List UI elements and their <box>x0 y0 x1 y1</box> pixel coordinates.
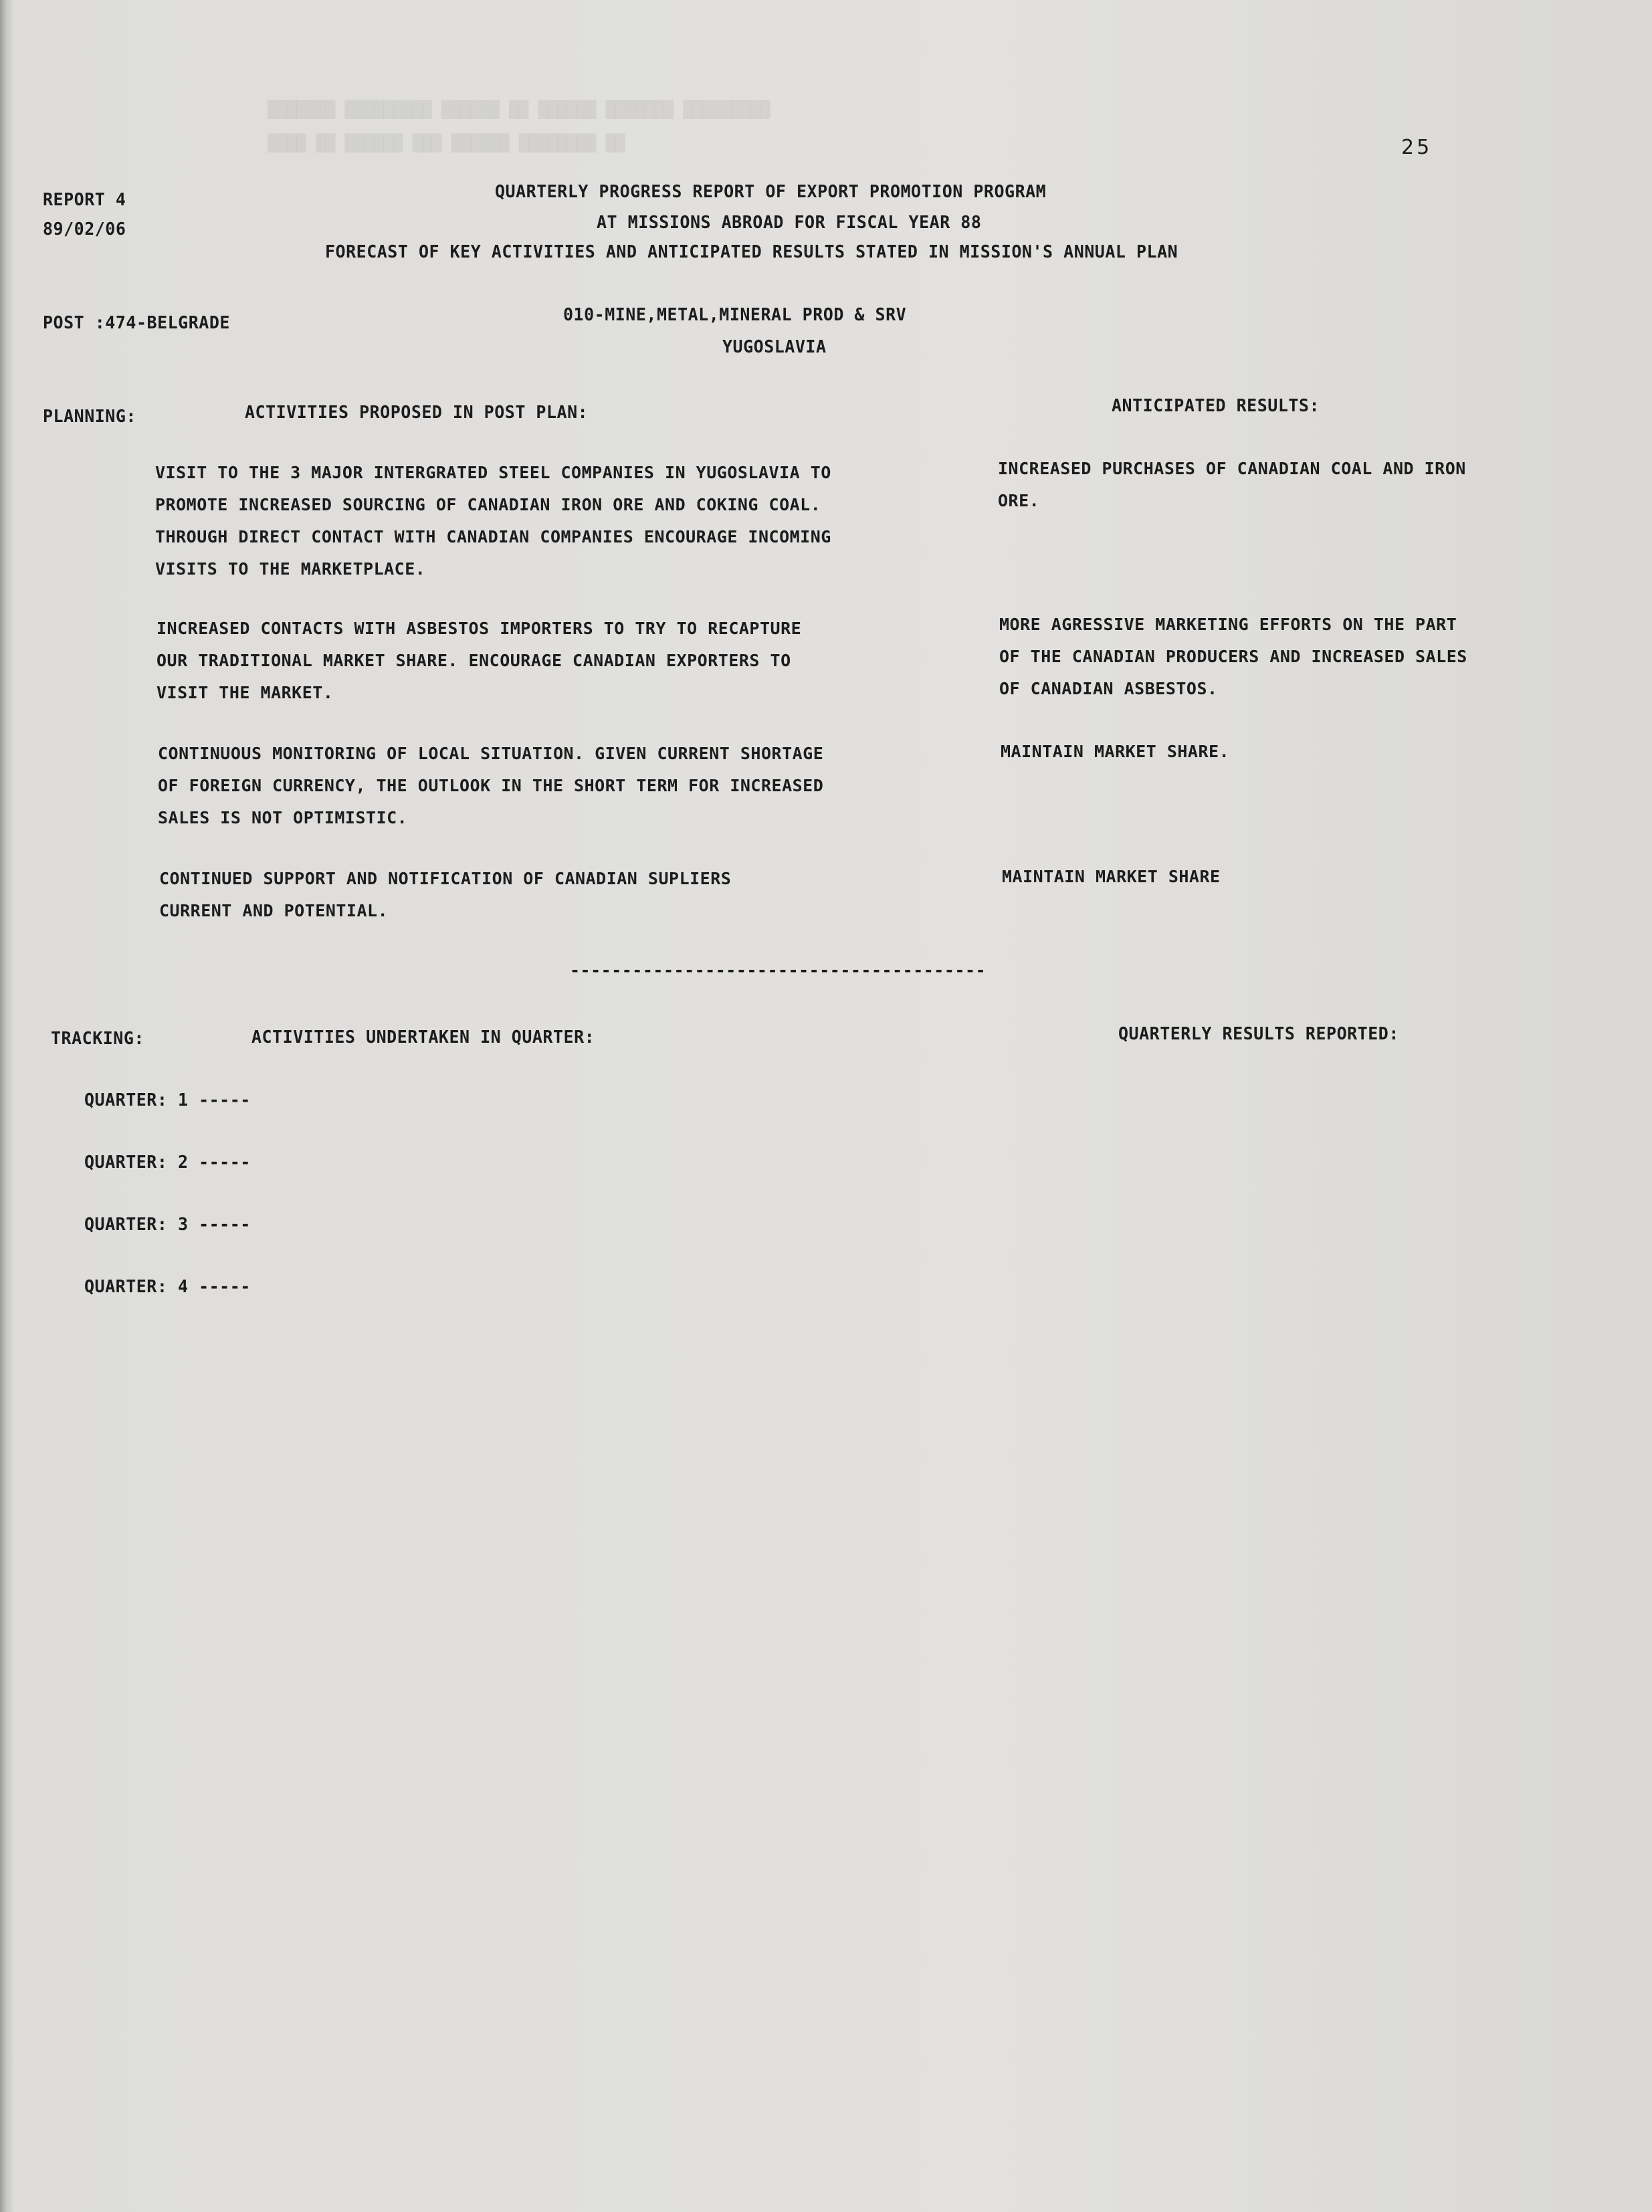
sector-code: 010-MINE,METAL,MINERAL PROD & SRV <box>563 304 907 325</box>
report-label: REPORT 4 <box>43 189 126 210</box>
planned-activity: CONTINUOUS MONITORING OF LOCAL SITUATION. GIVEN CURRENT SHORTAGE OF FOREIGN CURRENCY, THE OUTLOOK IN THE SHORT TERM FOR INCREASED SALES IS NOT OPTIMISTIC. <box>158 744 824 827</box>
quarter-entry: QUARTER: 2 ----- <box>84 1152 251 1173</box>
show-through-artifact: ██ ████████ ██████ ███ ██████ ██ ████ <box>268 134 625 153</box>
planning-label: PLANNING: <box>43 406 136 427</box>
anticipated-result: MAINTAIN MARKET SHARE <box>1002 867 1221 886</box>
planned-activity: VISIT TO THE 3 MAJOR INTERGRATED STEEL COMPANIES IN YUGOSLAVIA TO PROMOTE INCREASED SOURCING OF CANADIAN IRON ORE AND COKING COAL. THROUGH DIRECT CONTACT WITH CANADIAN COMPANIES ENCOURAGE INCOMING VISITS TO THE MARKETPLACE. <box>155 463 831 579</box>
report-title-line-1: QUARTERLY PROGRESS REPORT OF EXPORT PROMOTION PROGRAM <box>495 181 1047 202</box>
section-divider: ---------------------------------------- <box>570 961 987 980</box>
planning-results-heading: ANTICIPATED RESULTS: <box>1112 395 1320 416</box>
planning-activities-heading: ACTIVITIES PROPOSED IN POST PLAN: <box>245 402 589 423</box>
quarter-entry: QUARTER: 4 ----- <box>84 1276 251 1297</box>
report-title-line-2: AT MISSIONS ABROAD FOR FISCAL YEAR 88 <box>597 212 982 233</box>
report-title-line-3: FORECAST OF KEY ACTIVITIES AND ANTICIPATED RESULTS STATED IN MISSION'S ANNUAL PLAN <box>325 241 1178 262</box>
show-through-artifact: █████████ ███████ ██████ ██ ██████ █████████ ███████ <box>268 100 770 119</box>
planned-activity: CONTINUED SUPPORT AND NOTIFICATION OF CANADIAN SUPLIERS CURRENT AND POTENTIAL. <box>159 869 732 920</box>
post-code: POST :474-BELGRADE <box>43 312 230 333</box>
page-number: 25 <box>1401 136 1433 159</box>
report-date: 89/02/06 <box>43 219 126 239</box>
anticipated-result: MORE AGRESSIVE MARKETING EFFORTS ON THE PART OF THE CANADIAN PRODUCERS AND INCREASED SALES OF CANADIAN ASBESTOS. <box>999 615 1467 698</box>
quarter-entry: QUARTER: 1 ----- <box>84 1090 251 1110</box>
tracking-label: TRACKING: <box>51 1028 144 1049</box>
country-name: YUGOSLAVIA <box>722 336 827 357</box>
tracking-activities-heading: ACTIVITIES UNDERTAKEN IN QUARTER: <box>251 1027 595 1047</box>
tracking-results-heading: QUARTERLY RESULTS REPORTED: <box>1118 1023 1399 1044</box>
anticipated-result: MAINTAIN MARKET SHARE. <box>1001 742 1230 761</box>
planned-activity: INCREASED CONTACTS WITH ASBESTOS IMPORTERS TO TRY TO RECAPTURE OUR TRADITIONAL MARKET SHARE. ENCOURAGE CANADIAN EXPORTERS TO VISIT THE MARKET. <box>157 619 802 702</box>
anticipated-result: INCREASED PURCHASES OF CANADIAN COAL AND IRON ORE. <box>998 459 1466 510</box>
quarter-entry: QUARTER: 3 ----- <box>84 1214 251 1235</box>
